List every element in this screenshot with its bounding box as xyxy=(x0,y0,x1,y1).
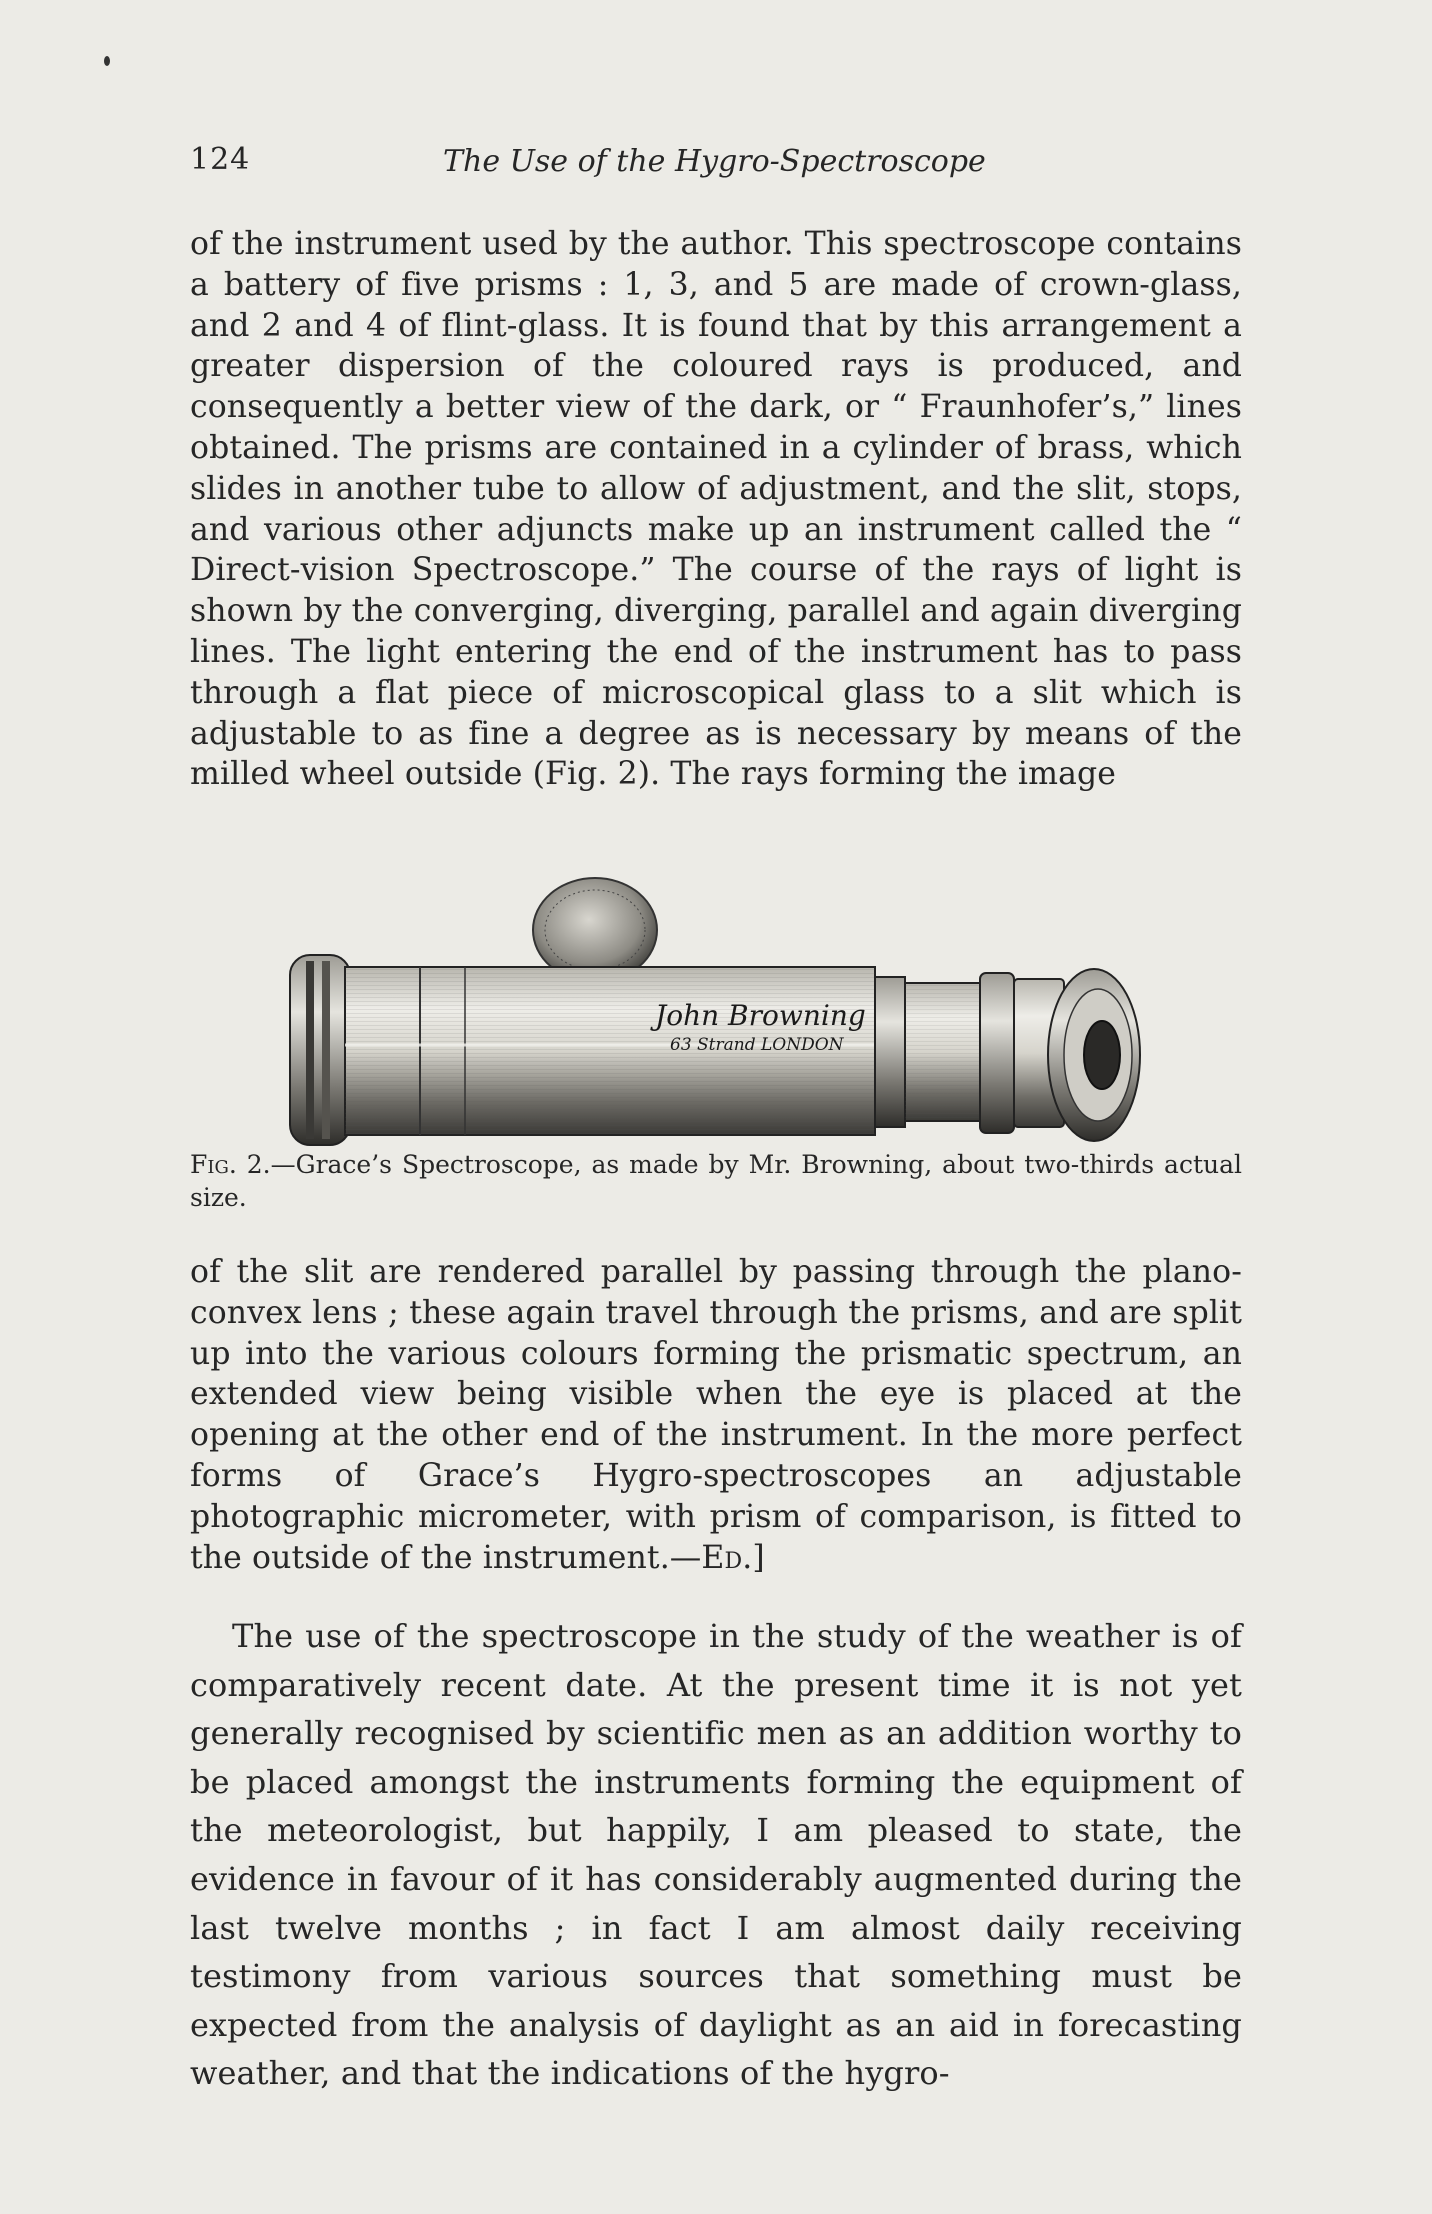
body-text-upper xyxy=(190,224,1242,795)
editor-signature: Ed. xyxy=(701,1539,753,1576)
running-title: The Use of the Hygro-Spectroscope xyxy=(443,144,986,179)
caption-text: —Grace’s Spectroscope, as made by Mr. Browning, about two-thirds actual size. xyxy=(190,1150,1242,1212)
page-speck xyxy=(104,56,110,66)
figure-caption xyxy=(190,1148,1242,1214)
paragraph-2 xyxy=(190,1252,1242,1578)
paragraph-2-main: of the slit are rendered parallel by passing through the plano-convex lens ; these again travel through the prisms, and are split up into the various colours forming the prismatic spectrum, an extended view being visible when the eye is placed at the opening at the other end of the instrument. In the more perfect forms of Grace’s Hygro-spectroscopes an adjustable photographic micrometer, with prism of comparison, is fitted to the outside of the instrument.— xyxy=(190,1254,1242,1576)
body-text-middle xyxy=(190,1252,1242,1578)
caption-label: Fig. 2. xyxy=(190,1150,271,1179)
spectroscope-engraving xyxy=(260,865,1180,1155)
engraving-address: 63 Strand LONDON xyxy=(670,1035,844,1055)
page-header xyxy=(190,142,1240,192)
figure-spectroscope xyxy=(260,865,1180,1155)
engraving-maker: John Browning xyxy=(655,999,866,1032)
paragraph-1: of the instrument used by the author. This spectroscope contains a battery of five prisms : 1, 3, and 5 are made of crown-glass, and 2 and 4 of flint-glass. It is found that by this arrangement a greater dispersion of the coloured rays is produced, and consequently a better view of the dark, or “ Fraunhofer’s,” lines obtained. The prisms are contained in a cylinder of brass, which slides in another tube to allow of adjustment, and the slit, stops, and various other adjuncts make up an instrument called the “ Direct-vision Spectroscope.” The course of the rays of light is shown by the converging, diverging, parallel and again diverging lines. The light entering the end of the instrument has to pass through a flat piece of microscopical glass to a slit which is adjustable to as fine a degree as is necessary by means of the milled wheel outside (Fig. 2). The rays forming the image xyxy=(190,226,1242,793)
paragraph-3: The use of the spectroscope in the study of the weather is of comparatively recent date. At the present time it is not yet generally recognised by scientific men as an addition worthy to be placed amongst the instruments forming the equipment of the meteorologist, but happily, I am pleased to state, the evidence in favour of it has considerably augmented during the last twelve months ; in fact I am almost daily receiving testimony from various sources that something must be expected from the analysis of daylight as an aid in forecasting weather, and that the indications of the hygro- xyxy=(190,1617,1242,2093)
page-number: 124 xyxy=(190,142,251,177)
closing-bracket: ] xyxy=(752,1539,765,1576)
body-text-lower xyxy=(190,1612,1242,2098)
